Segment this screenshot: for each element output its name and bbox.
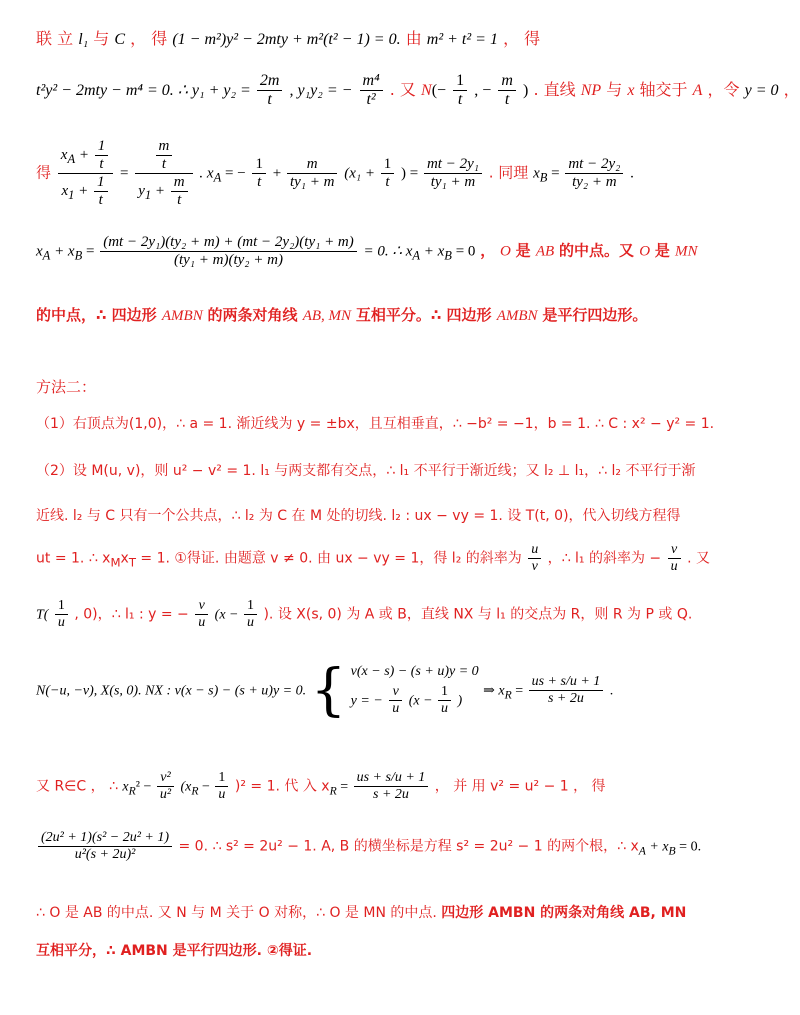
- denominator: u²(s + 2u)²: [74, 847, 136, 862]
- math: + x: [645, 839, 669, 855]
- fraction-xa: [58, 138, 113, 209]
- numerator: u: [528, 542, 541, 559]
- math: = 0. ∴ x: [363, 243, 413, 260]
- line-7: （2）设 M(u, v)，则 u² − v² = 1. l₁ 与两支都有交点，∴ l₁ 不平行于渐近线；又 l₂ ⊥ l₁，∴ l₂ 不平行于渐: [36, 463, 696, 479]
- numerator: 1: [215, 770, 228, 787]
- fraction: [528, 542, 541, 575]
- text: 互相平分。∴ 四边形: [355, 306, 497, 324]
- numerator: us + s/u + 1: [354, 770, 429, 787]
- math: NP: [580, 82, 602, 99]
- text: 与: [93, 29, 115, 48]
- numerator: [135, 138, 192, 174]
- numerator: 1: [252, 156, 266, 174]
- text: 由: [405, 29, 427, 48]
- system-row: [351, 682, 479, 719]
- text: 又 R∈C ， ∴: [36, 778, 123, 795]
- numerator: 1: [381, 156, 395, 174]
- math: AMBN: [496, 308, 538, 324]
- math: + x: [50, 243, 75, 260]
- math: x: [533, 165, 540, 182]
- math: B: [668, 844, 676, 858]
- denominator: ty₂ + m: [572, 174, 617, 190]
- math: .: [609, 683, 614, 699]
- math: ⇒ x: [483, 683, 505, 699]
- method-two-heading: 方法二：: [36, 378, 97, 396]
- text: 是: [654, 241, 676, 260]
- math: A: [412, 248, 421, 263]
- numerator: m: [171, 174, 188, 192]
- math: M: [110, 555, 121, 570]
- text: 互相平分，∴ AMBN 是平行四边形. ②得证.: [36, 943, 313, 959]
- math: MN: [675, 243, 698, 260]
- math: AB: [535, 243, 555, 260]
- math: . x: [199, 165, 214, 182]
- text: ，: [480, 241, 496, 260]
- numerator: (2u² + 1)(s² − 2u² + 1): [38, 830, 172, 847]
- text: = 1. ①得证. 由题意 v ≠ 0. 由 ux − vy = 1，得 l₂ 的斜率为: [135, 550, 527, 567]
- denominator: t²: [366, 91, 376, 108]
- text: . 又: [687, 550, 710, 567]
- math: t²y² − 2mty − m⁴ = 0. ∴ y₁ + y₂ =: [36, 82, 255, 99]
- fraction: [453, 72, 467, 109]
- numerator: mt − 2y₁: [424, 156, 482, 174]
- text: . 同理: [488, 163, 534, 182]
- fraction: [38, 830, 172, 863]
- denominator: t: [98, 192, 103, 208]
- math: T: [128, 555, 136, 570]
- numerator: us + s/u + 1: [529, 674, 604, 691]
- math: ): [457, 693, 463, 709]
- line-6: （1）右顶点为(1,0)，∴ a = 1. 渐近线为 y = ±bx，且互相垂直，∴ −b² = −1，b = 1. ∴ C : x² − y² = 1.: [36, 416, 715, 432]
- math: R: [128, 784, 136, 798]
- text: 与: [606, 80, 628, 99]
- denominator: s + 2u: [373, 787, 409, 802]
- numerator: 1: [94, 174, 108, 192]
- line-3: 得 $x_A$ + $\frac{1}{t}$ $x_1$ + $\frac{1}{t}$ = $\frac{m}{t}$ $y_1$ + $\frac{m}{t}$ . $x_A$ = − $\frac{1}{t}$ + $\frac{m}{\text{ty₁ + m}}$ (x₁ + $\frac{1}{t}$ ) = $\frac{\text{mt − 2y₁}}{\text{ty₁ + m}}$ . 同理 $x_B$ = $\frac{\text{mt − 2y₂}}{\text{ty₂ + m}}$ .: [36, 138, 634, 208]
- line-13: [36, 830, 752, 863]
- numerator: mt − 2y₂: [565, 156, 623, 174]
- text: ， 得: [130, 29, 173, 48]
- math: R: [329, 784, 337, 798]
- fraction: [498, 72, 516, 109]
- fraction: [668, 542, 681, 575]
- system-row: v(x − s) − (s + u)y = 0: [350, 664, 479, 679]
- text: 联 立: [36, 29, 79, 48]
- fraction-mt: [135, 138, 192, 209]
- text: x: [120, 550, 129, 567]
- text: 得: [36, 163, 56, 182]
- math: = −: [221, 165, 246, 182]
- math: x: [122, 779, 129, 795]
- numerator: m: [498, 72, 516, 91]
- fraction: [156, 138, 173, 173]
- fraction: [529, 674, 604, 707]
- text: 的中点，∴ 四边形: [36, 306, 162, 324]
- text: ，令: [707, 80, 745, 99]
- numerator: 1: [453, 72, 467, 91]
- math: A: [638, 844, 646, 858]
- text: . 直线: [533, 80, 581, 99]
- numerator: 2m: [257, 72, 283, 91]
- math: .: [630, 165, 634, 182]
- line-4: [36, 234, 752, 269]
- fraction: [438, 684, 451, 717]
- denominator: t: [385, 174, 390, 190]
- line-8: 近线. l₂ 与 C 只有一个公共点，∴ l₂ 为 C 在 M 处的切线. l₂ : ux − vy = 1. 设 T(t, 0)，代入切线方程得: [36, 508, 681, 524]
- denominator: t: [177, 192, 182, 208]
- math: −: [198, 779, 214, 795]
- line-2: [36, 72, 800, 109]
- line-14: [36, 902, 752, 922]
- denominator: t: [257, 174, 262, 190]
- math: (x₁ +: [344, 165, 379, 182]
- text: , 0)，∴ l₁ : y = −: [74, 606, 189, 623]
- text: 的中点。又: [558, 241, 640, 260]
- denominator: t: [99, 156, 104, 172]
- math: +: [272, 165, 285, 182]
- math: R: [504, 688, 512, 702]
- fraction: [215, 770, 228, 803]
- text: 四边形 AMBN 的两条对角线 AB, MN: [441, 905, 687, 921]
- math: = 0: [451, 243, 476, 260]
- text: . 又: [389, 80, 422, 99]
- text: = 0. ∴ s² = 2u² − 1. A, B 的横坐标是方程 s² = 2u² − 1 的两个根，∴ x: [178, 838, 639, 855]
- math: = 0.: [675, 839, 702, 855]
- numerator: m: [287, 156, 338, 174]
- fraction: [287, 156, 338, 191]
- fraction: [424, 156, 482, 191]
- math: B: [444, 248, 452, 263]
- denominator: u²: [159, 787, 172, 802]
- denominator: u: [247, 615, 254, 630]
- math: (x −: [214, 607, 242, 623]
- numerator: $x_A$ + $\frac{1}{t}$: [58, 138, 113, 174]
- numerator: 1: [55, 598, 68, 615]
- text: )² = 1. 代 入 x: [234, 778, 330, 795]
- equation-system: [351, 662, 479, 719]
- text: ，∴ l₁ 的斜率为 −: [547, 550, 662, 567]
- math: y = −: [350, 693, 383, 709]
- math: A: [213, 170, 222, 185]
- fraction: [257, 72, 283, 109]
- text: 轴交于: [639, 80, 693, 99]
- numerator: v: [668, 542, 681, 559]
- line-1: [36, 26, 752, 49]
- denominator: t: [161, 156, 167, 172]
- denominator: ty₁ + m: [430, 174, 476, 190]
- math: C: [114, 31, 126, 48]
- text: ， 得: [503, 29, 541, 48]
- numerator: v: [195, 598, 208, 615]
- fraction: [360, 72, 383, 109]
- math: ): [523, 82, 529, 99]
- math: AB, MN: [302, 308, 352, 324]
- line-9: [36, 542, 752, 575]
- line-11: [36, 657, 752, 723]
- math: m² + t² = 1: [426, 31, 498, 48]
- math: B: [539, 170, 548, 185]
- math: ) =: [401, 165, 422, 182]
- numerator: v²: [157, 770, 174, 787]
- text: ，: [783, 80, 800, 99]
- fraction: [389, 684, 402, 717]
- math: A: [42, 248, 51, 263]
- numerator: (mt − 2y₁)(ty₂ + m) + (mt − 2y₂)(ty₁ + m): [100, 234, 357, 252]
- math: (1 − m²)y² − 2mty + m²(t² − 1) = 0.: [172, 31, 401, 48]
- line-5: [36, 304, 752, 325]
- text: ). 设 X(s, 0) 为 A 或 B，直线 NX 与 l₁ 的交点为 R，则 R 为 P 或 Q.: [263, 606, 693, 623]
- line-15: [36, 940, 752, 960]
- math: x: [627, 82, 635, 99]
- fraction: [95, 138, 109, 173]
- text: 的两条对角线: [207, 306, 303, 324]
- fraction: [244, 598, 257, 631]
- fraction: [381, 156, 395, 191]
- fraction: [157, 770, 174, 803]
- math: =: [547, 165, 564, 182]
- numerator: 1: [244, 598, 257, 615]
- line-12: [36, 770, 752, 803]
- denominator: t: [457, 91, 463, 108]
- math: + x: [420, 243, 445, 260]
- math: , −: [474, 82, 492, 99]
- numerator: m: [156, 138, 173, 156]
- denominator: u: [57, 615, 65, 630]
- math: ² −: [135, 779, 155, 795]
- denominator: $x_1$ + $\frac{1}{t}$: [58, 174, 113, 209]
- math: x: [36, 243, 43, 260]
- text: ut = 1. ∴ x: [36, 550, 111, 567]
- fraction: [195, 598, 208, 631]
- left-brace: {: [310, 657, 347, 723]
- fraction: [100, 234, 357, 269]
- denominator: $y_1$ + $\frac{m}{t}$: [135, 174, 192, 209]
- numerator: 1: [95, 138, 109, 156]
- text: ， 并 用 v² = u² − 1 ， 得: [434, 778, 606, 795]
- fraction: [252, 156, 266, 191]
- math: N(−u, −v), X(s, 0). NX : v(x − s) − (s + u)y = 0.: [36, 683, 307, 699]
- denominator: u: [441, 701, 449, 716]
- denominator: ty₁ + m: [289, 174, 335, 190]
- denominator: u: [218, 787, 226, 802]
- text: ∴ O 是 AB 的中点. 又 N 与 M 关于 O 对称，∴ O 是 MN 的中点.: [36, 905, 442, 921]
- numerator: m⁴: [360, 72, 383, 91]
- math: =: [336, 779, 352, 795]
- text: 是: [515, 241, 536, 260]
- fraction: [565, 156, 623, 191]
- denominator: (ty₁ + m)(ty₂ + m): [173, 252, 283, 268]
- denominator: t: [267, 91, 272, 108]
- math: N: [421, 82, 432, 99]
- math: R: [191, 784, 199, 798]
- math: (x: [180, 779, 192, 795]
- fraction: [94, 174, 108, 209]
- math: T(: [36, 607, 49, 623]
- math: O: [639, 243, 651, 260]
- numerator: v: [389, 684, 402, 701]
- denominator: u: [198, 615, 206, 630]
- line-10: [36, 598, 752, 631]
- math: (−: [431, 82, 447, 99]
- math: =: [511, 683, 527, 699]
- math: O: [499, 243, 511, 260]
- math: (x −: [408, 693, 437, 709]
- denominator: u: [670, 559, 678, 574]
- fraction: [354, 770, 429, 803]
- denominator: v: [531, 559, 538, 574]
- denominator: u: [392, 701, 400, 716]
- math: l₁: [78, 31, 89, 48]
- numerator: 1: [438, 684, 451, 701]
- denominator: t: [504, 91, 510, 108]
- denominator: s + 2u: [547, 691, 584, 706]
- math: B: [74, 248, 83, 263]
- text: 是平行四边形。: [542, 306, 648, 324]
- fraction: [171, 174, 188, 209]
- math: =: [82, 243, 99, 260]
- math: y = 0: [744, 82, 779, 99]
- math: A: [692, 82, 703, 99]
- math: AMBN: [161, 308, 203, 324]
- fraction: [55, 598, 68, 631]
- math: , y₁y₂ = −: [289, 82, 353, 99]
